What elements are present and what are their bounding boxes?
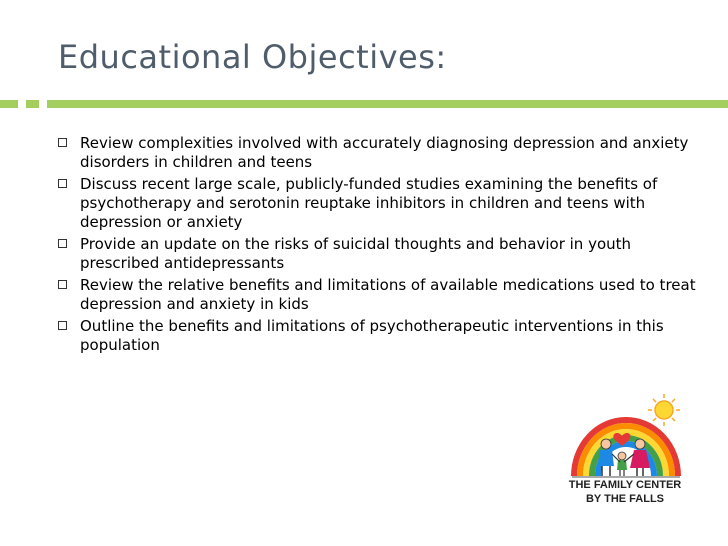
bullet-text: Outline the benefits and limitations of psychotherapeutic interventions in this population (80, 317, 664, 354)
square-bullet-icon (58, 239, 67, 248)
title-divider (0, 100, 728, 108)
logo-wordmark (558, 478, 692, 506)
bullet-text: Review complexities involved with accurately diagnosing depression and anxiety disorders in children and teens (80, 134, 689, 171)
divider-bar (47, 100, 728, 108)
bullet-text: Discuss recent large scale, publicly-funded studies examining the benefits of psychotherapy and serotonin reuptake inhibitors in children and teens with depression or anxiety (80, 175, 658, 231)
logo-line-2: BY THE FALLS (585, 493, 665, 505)
list-item (58, 175, 698, 232)
list-item (58, 235, 698, 273)
list-item (58, 276, 698, 314)
list-item (58, 317, 698, 355)
square-bullet-icon (58, 138, 67, 147)
logo-line-1: THE FAMILY CENTER (568, 479, 682, 491)
divider-segment (26, 100, 39, 108)
square-bullet-icon (58, 321, 67, 330)
slide-title: Educational Objectives: (58, 38, 447, 76)
square-bullet-icon (58, 280, 67, 289)
square-bullet-icon (58, 179, 67, 188)
list-item (58, 134, 698, 172)
objectives-list (58, 134, 698, 358)
bullet-text: Provide an update on the risks of suicidal thoughts and behavior in youth prescribed antidepressants (80, 235, 632, 272)
divider-segment (0, 100, 18, 108)
bullet-text: Review the relative benefits and limitations of available medications used to treat depression and anxiety in kids (80, 276, 696, 313)
